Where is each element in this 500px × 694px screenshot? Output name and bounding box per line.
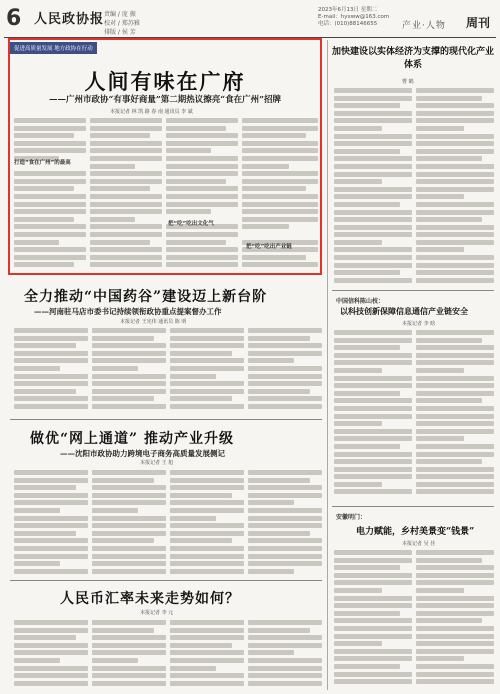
section-subhead: 打造“食在广州”的最高 bbox=[14, 160, 71, 166]
editor-credit: 校对 / 郑苏雅 bbox=[104, 20, 140, 27]
article-column bbox=[14, 328, 88, 416]
article-column bbox=[334, 550, 412, 688]
divider bbox=[332, 506, 494, 507]
article-byline: 本报记者 吴 佳 bbox=[402, 541, 436, 547]
article-column bbox=[416, 550, 494, 688]
issue-email: E-mail：hyxww@163.com bbox=[318, 14, 390, 20]
divider bbox=[332, 290, 494, 291]
column-divider bbox=[327, 40, 328, 690]
editor-credits bbox=[104, 10, 140, 37]
page-number: 6 bbox=[6, 6, 22, 31]
lead-byline: 本报记者 林 凯 路 春 南 通讯员 李 斌 bbox=[110, 109, 193, 115]
article-column bbox=[416, 88, 494, 286]
section-subhead: 把“吃”吃出产业链 bbox=[246, 244, 292, 250]
masthead bbox=[4, 4, 496, 38]
article-column bbox=[92, 620, 166, 688]
article-column bbox=[248, 328, 322, 416]
lead-headline: 人间有味在广府 bbox=[84, 69, 246, 94]
article-byline: 本报记者 李 晗 bbox=[402, 321, 436, 327]
article-column bbox=[170, 328, 244, 416]
lead-subheadline: ——广州市政协“有事好商量”第二期热议擦亮“食在广州”招牌 bbox=[48, 95, 282, 105]
paper-name: 人民政协报 bbox=[34, 12, 105, 27]
article-byline: 曹 鹤 bbox=[402, 79, 414, 85]
divider bbox=[10, 419, 322, 420]
article-column bbox=[416, 330, 494, 502]
article-headline: 人民币汇率未来走势如何？ bbox=[60, 591, 240, 607]
article-byline: 本报记者 王 旭 bbox=[140, 460, 174, 466]
article-column bbox=[14, 118, 86, 272]
divider bbox=[10, 580, 322, 581]
article-column bbox=[334, 330, 412, 502]
article-column bbox=[14, 620, 88, 688]
article-byline: 本报记者 李 元 bbox=[140, 610, 174, 616]
article-column bbox=[14, 470, 88, 576]
article-subheadline: ——河南驻马店市委书记持续领衔政协重点提案督办工作 bbox=[34, 307, 222, 316]
article-subheadline: ——沈阳市政协助力跨境电子商务高质量发展侧记 bbox=[60, 449, 225, 458]
article-headline: 电力赋能，乡村美景变“钱景” bbox=[356, 527, 475, 537]
kicker-label: 促进高质量发展 地方政协在行动 bbox=[10, 42, 97, 54]
issue-date: 2023年6月13日 星期二 bbox=[318, 7, 378, 13]
article-column bbox=[334, 88, 412, 286]
article-label: 安徽明门： bbox=[336, 514, 367, 521]
weekly-logo: 周刊 bbox=[466, 16, 491, 30]
article-label: 中国信科陈山枝： bbox=[336, 298, 385, 305]
article-column bbox=[248, 470, 322, 576]
article-column bbox=[92, 328, 166, 416]
article-headline: 做优“网上通道” 推动产业升级 bbox=[30, 431, 234, 447]
section-subhead: 把“吃”吃出文化气 bbox=[168, 221, 214, 227]
editor-credit: 责编 / 庞 振 bbox=[104, 11, 136, 18]
article-headline: 加快建设以实体经济为支撑的现代化产业体系 bbox=[332, 47, 495, 70]
article-column bbox=[170, 470, 244, 576]
editor-credit: 排版 / 侯 芳 bbox=[104, 29, 136, 36]
issue-phone: 电话：(010)88146655 bbox=[318, 21, 378, 27]
issue-info bbox=[318, 7, 389, 28]
article-column bbox=[92, 470, 166, 576]
article-column bbox=[170, 620, 244, 688]
article-column bbox=[90, 118, 162, 272]
article-column bbox=[166, 118, 238, 272]
article-headline: 全力推动“中国药谷”建设迈上新台阶 bbox=[24, 289, 268, 305]
article-headline: 以科技创新保障信息通信产业链安全 bbox=[340, 306, 468, 316]
article-byline: 本报记者 王宪伟 通讯员 陈 明 bbox=[120, 319, 187, 325]
section-name: 产业·人物 bbox=[402, 21, 446, 31]
article-column bbox=[248, 620, 322, 688]
